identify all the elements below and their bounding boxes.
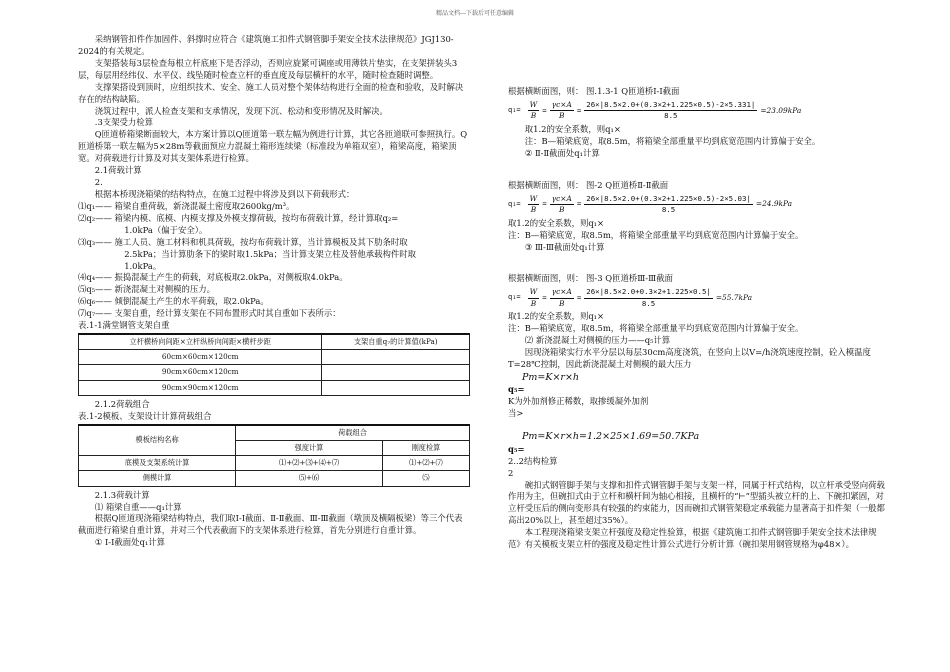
denominator: 8.5 xyxy=(664,111,678,121)
safety-factor: 取1.2的安全系数，则q₁× xyxy=(524,123,621,134)
section-1-formula xyxy=(508,100,888,122)
paragraph: 根据Q匝道现浇箱梁结构特点，我们取Ⅰ-Ⅰ截面、Ⅱ-Ⅱ截面、Ⅲ-Ⅲ截面（墩顶及横隔板梁）等三个代表截面进行箱梁自重计算，并对三个代表截面下的支架体系进行检算，首先分别进行自重计算。 xyxy=(78,513,463,536)
figure-caption: 根据横断面图，则： 图.1.3-1 Q匝道桥Ⅰ-Ⅰ截面 xyxy=(508,86,680,96)
table-cell: 90cm×60cm×120cm xyxy=(79,365,322,380)
load-item: ⑹q₆—— 倾倒混凝土产生的水平荷载，取2.0kPa。 xyxy=(78,296,269,307)
numerator: 26×|8.5×2.0+0.3×2+1.225×0.5| xyxy=(584,287,713,299)
table-row xyxy=(79,350,470,365)
load-item: ⑴q₁—— 箱梁自重荷载，新浇混凝土密度取2600kg/m³。 xyxy=(78,200,295,211)
denominator: 8.5 xyxy=(661,205,676,215)
safety-factor: 取1.2的安全系数，则q₁× xyxy=(508,217,605,228)
result: =23.09kPa xyxy=(760,105,802,115)
fraction-gamma-b xyxy=(550,100,574,122)
subsection-heading: ⑴ 箱梁自重——q₁计算 xyxy=(94,501,182,512)
subsection-heading: ② Ⅱ-Ⅱ截面处q₁计算 xyxy=(524,147,600,158)
section-number: 2. xyxy=(94,177,103,188)
right-column xyxy=(508,86,888,551)
table-caption: 表.1-1满堂钢管支架自重 xyxy=(78,320,170,331)
note: K为外加剂修正稀数，取掺缓凝外加剂 xyxy=(508,396,649,407)
table-header: 刚度检算 xyxy=(382,440,469,455)
table-cell: ⑸ xyxy=(382,471,469,486)
figure-caption: 根据横断面图，则： 图-2 Q匝道桥Ⅱ-Ⅱ截面 xyxy=(508,179,669,190)
formula: Pm=K×r×h xyxy=(522,372,580,383)
equals: = xyxy=(542,199,547,209)
denominator: B xyxy=(559,205,565,215)
table-header: 支架自重q₇的计算值(kPa) xyxy=(322,334,470,350)
result: =55.7kPa xyxy=(715,293,753,303)
table-row xyxy=(79,471,470,486)
safety-factor: 取1.2的安全系数，则q₁× xyxy=(508,311,605,322)
denominator: B xyxy=(559,298,565,308)
note: 注：B—箱梁底宽，取8.5m，将箱梁全部重量平均到底宽范围内计算偏于安全。 xyxy=(508,323,804,334)
table-row xyxy=(79,380,470,395)
subsection-heading: ⑵ 新浇混凝土对侧模的压力——q₅计算 xyxy=(524,335,671,346)
fraction-w-b xyxy=(528,100,540,122)
table-header: 强度计算 xyxy=(236,440,383,455)
denominator: B xyxy=(530,205,537,215)
numerator: 26×|8.5×2.0+(0.3×2+1.225×0.5)-2×5.331| xyxy=(584,100,757,112)
paragraph: 浇筑过程中，派人检查支架和支承情况，发现下沉、松动和变形情况及时解决。 xyxy=(94,105,388,116)
load-item-cont: 1.0kPa（偏于安全）。 xyxy=(124,224,208,235)
q5-label: q₅= xyxy=(508,443,525,454)
fraction-gamma-b xyxy=(550,194,574,216)
left-column xyxy=(78,34,470,549)
load-combination-table xyxy=(78,424,470,487)
table-cell: ⑸+⑹ xyxy=(236,471,383,486)
load-item-cont: 1.0kPa。 xyxy=(124,260,162,271)
load-item: ⑶q₃—— 施工人员、施工材料和机具荷载，按均布荷载计算，当计算模板及其下肋条时取 xyxy=(78,236,408,247)
table-cell xyxy=(322,350,470,365)
denominator: 8.5 xyxy=(641,298,656,308)
paragraph: 根据本桥现浇箱梁的结构特点，在施工过程中将涉及到以下荷载形式： xyxy=(94,188,355,199)
q1-label: q₁= xyxy=(508,293,521,302)
paragraph: 采纳钢管扣件作加固件、斜撑时应符合《建筑施工扣件式钢管脚手架安全技术法律规范》JGJ130-2024的有关规定。 xyxy=(78,34,454,56)
fraction-w-b xyxy=(528,194,540,216)
numerator: γc×A xyxy=(550,100,574,112)
paragraph: 碗扣式钢管脚手架与支撑和扣件式钢管脚手架与支架一样，同属于杆式结构，以立杆承受竖向荷载作用为主，但碗扣式由于立杆和横杆间为轴心相接，且横杆的“⊢”型插头被立杆的上、下碗扣紧固，对立杆受压后的侧向变形具有较强的约束能力，因而碗扣式钢管架稳定承载能力显著高于扣件架（一般都高出20%以上，甚至超过35%）。 xyxy=(508,479,885,526)
table-cell: 60cm×60cm×120cm xyxy=(79,350,322,365)
paragraph: Q匝道桥箱梁断面较大，本方案计算以Q匝道第一联左幅为例进行计算，其它各匝道联可参照执行。Q匝道桥第一联左幅为5×28m等截面预应力混凝土箱形连续梁（标准段为单箱双室），箱梁高度，箱梁顶宽。对荷载进行计算及对其支架体系进行检算。 xyxy=(78,129,468,164)
load-item: ⑺q₇—— 支架自重，经计算支架在不同布置形式时其自重如下表所示： xyxy=(78,308,341,319)
condition: 当> xyxy=(508,408,524,419)
numerator: W xyxy=(528,100,540,112)
denominator: B xyxy=(530,298,537,308)
load-item-cont: 2.5kPa；当计算肋条下的梁时取1.5kPa；当计算支架立柱及替他承载构件时取 xyxy=(124,248,416,259)
note: 注：B—箱梁底宽，取8.5m，将箱梁全部重量平均到底宽范围内计算偏于安全。 xyxy=(508,229,804,240)
equals: = xyxy=(576,199,582,209)
table-caption: 表.1-2模板、支架设计计算荷载组合 xyxy=(78,410,212,421)
numerator: W xyxy=(528,194,540,206)
paragraph: 本工程现浇箱梁支架立杆强度及稳定性验算，根据《建筑施工扣件式钢管脚手架安全技术法律规范》有关模板支架立杆的强度及稳定性计算公式进行分析计算（碗扣架用钢管规格为φ48×）。 xyxy=(508,527,877,550)
section-2-formula xyxy=(508,194,888,216)
fraction-gamma-b xyxy=(550,287,574,309)
section-heading: 2.1.2荷载组合 xyxy=(94,398,150,409)
paragraph: 支撑架搭设到顶时，应组织技术、安全、施工人员对整个架体结构进行全面的检查和验收，及时解决存在的结构缺陷。 xyxy=(78,81,464,104)
denominator: B xyxy=(530,111,537,121)
paragraph: 因现浇箱梁实行水平分层以每层30cm高度浇筑，在竖向上以V=/h浇筑速度控制，砼入模温度T=28℃控制，因此新浇混凝土对侧模的最大压力 xyxy=(508,347,871,370)
table-cell: ⑴+⑵+⑶+⑷+⑺ xyxy=(236,456,383,471)
result: =24.9kPa xyxy=(755,199,793,209)
numerator: 26×|8.5×2.0+(0.3×2+1.225×0.5)-2×5.03| xyxy=(584,194,753,206)
table-row xyxy=(79,456,470,471)
numerator: γc×A xyxy=(550,194,574,206)
section-heading: 2..2结构检算 xyxy=(508,455,558,466)
formula-result: Pm=K×r×h=1.2×25×1.69=50.7KPa xyxy=(522,431,700,443)
q1-label: q₁= xyxy=(508,105,521,114)
table-header: 荷载组合 xyxy=(236,425,470,441)
section-3-formula xyxy=(508,287,888,309)
section-heading: .3支架受力检算 xyxy=(94,117,154,128)
fraction-w-b xyxy=(528,287,540,309)
table-header: 立杆横桥向间距×立杆纵桥向间距×横杆步距 xyxy=(79,334,322,350)
section-number: 2 xyxy=(508,467,514,478)
load-item: ⑸q₅—— 新浇混凝土对侧模的压力。 xyxy=(78,284,216,295)
section-heading: 2.1.3荷载计算 xyxy=(94,489,150,500)
equals: = xyxy=(576,293,582,303)
table-cell xyxy=(322,365,470,380)
table-cell: 底模及支架系统计算 xyxy=(79,456,236,471)
table-cell: 90cm×90cm×120cm xyxy=(79,380,322,395)
table-cell: ⑴+⑵+⑺ xyxy=(382,456,469,471)
subsection-heading: ① Ⅰ-Ⅰ截面处q₁计算 xyxy=(94,537,166,548)
equals: = xyxy=(576,105,582,115)
table-cell xyxy=(322,380,470,395)
equals: = xyxy=(542,293,547,303)
page-header: 精品文档---下载后可任意编辑 xyxy=(435,10,515,17)
numeric-fraction xyxy=(584,100,757,122)
note: 注：B—箱梁底宽，取8.5m，将箱梁全部重量平均到底宽范围内计算偏于安全。 xyxy=(524,135,821,146)
numerator: W xyxy=(528,287,540,299)
section-heading: 2.1荷载计算 xyxy=(94,165,142,176)
paragraph: 支架搭装每3层检查每根立杆底座下是否浮动，否则应旋紧可调座或用薄铁片垫实，在支架拼装头3层，每层用经纬仪、水平仪、线坠随时检查立杆的垂直度及每层横杆的水平，随时检查随时调整。 xyxy=(78,57,458,80)
figure-caption: 根据横断面图，则： 图-3 Q匝道桥Ⅲ-Ⅲ截面 xyxy=(508,273,673,284)
subsection-heading: ③ Ⅲ-Ⅲ截面处q₁计算 xyxy=(524,241,605,252)
load-item: ⑷q₄—— 振捣混凝土产生的荷载，对底板取2.0kPa，对侧板取4.0kPa。 xyxy=(78,272,348,283)
q5-label: q₅= xyxy=(508,384,525,395)
table-cell: 侧模计算 xyxy=(79,471,236,486)
load-item: ⑵q₂—— 箱梁内模、底模、内模支撑及外模支撑荷载，按均布荷载计算，经计算取q₂= xyxy=(78,212,399,223)
numeric-fraction xyxy=(584,194,753,216)
support-weight-table xyxy=(78,333,470,396)
numerator: γc×A xyxy=(550,287,574,299)
equals: = xyxy=(542,105,547,115)
q1-label: q₁= xyxy=(508,199,521,208)
table-row xyxy=(79,365,470,380)
table-header: 模板结构名称 xyxy=(79,425,236,456)
numeric-fraction xyxy=(584,287,713,309)
denominator: B xyxy=(559,111,565,121)
